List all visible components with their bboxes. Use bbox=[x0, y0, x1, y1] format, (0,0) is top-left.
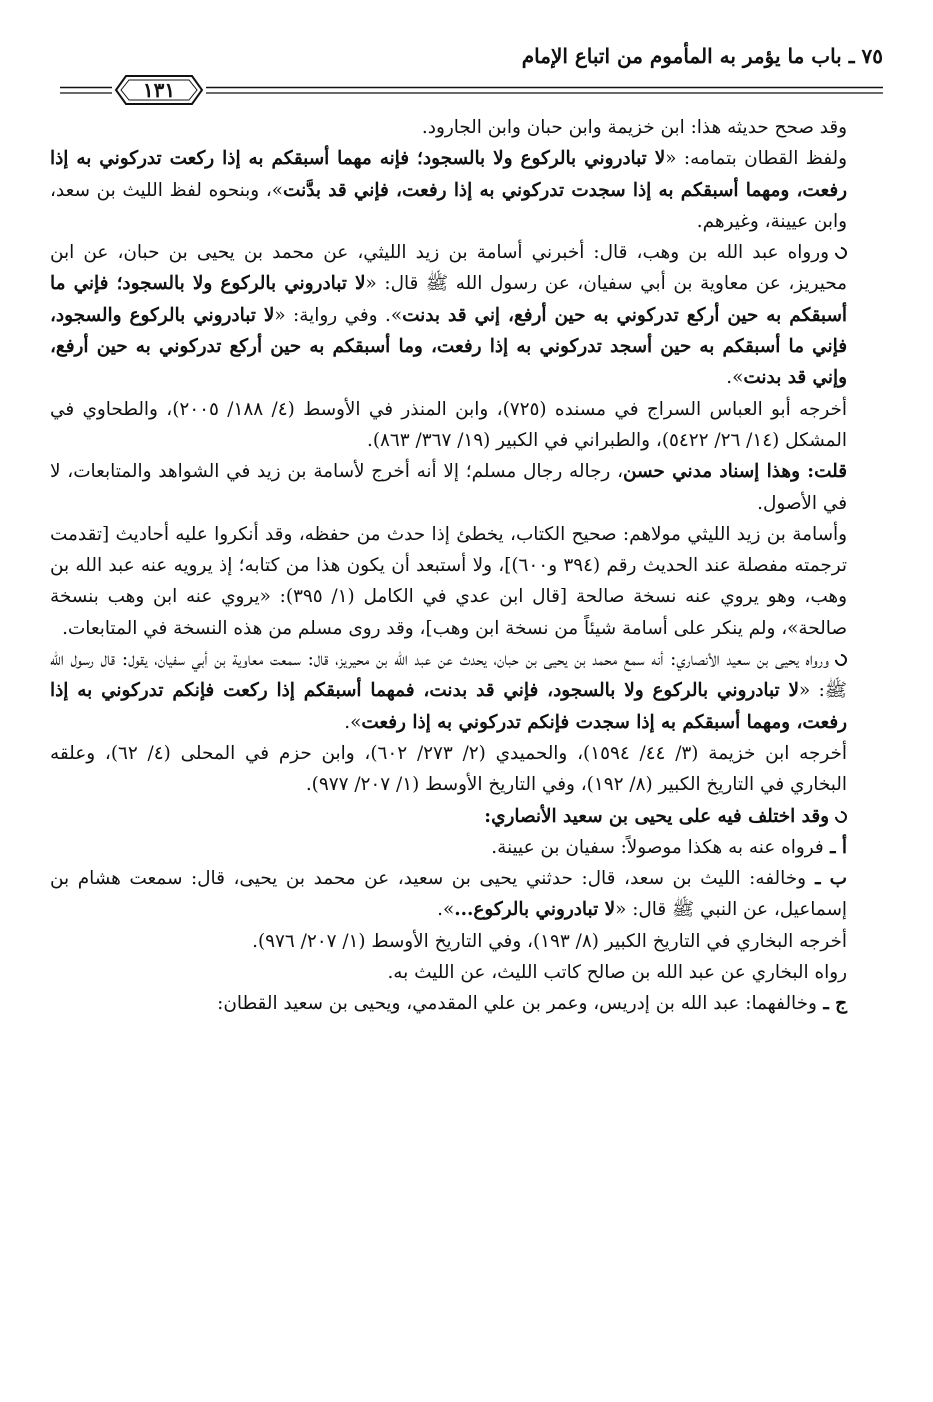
bold-text: لا تبادروني بالركوع... bbox=[454, 899, 616, 921]
paragraph bbox=[50, 957, 883, 988]
page-body bbox=[50, 112, 883, 1020]
paragraph bbox=[50, 143, 883, 237]
paragraph bbox=[50, 738, 883, 801]
text-segment: أخرجه البخاري في التاريخ الكبير (٨/ ١٩٣)، وفي التاريخ الأوسط (١/ ٢٠٧/ ٩٧٦). bbox=[252, 930, 847, 952]
bold-text: قلت: وهذا إسناد مدني حسن bbox=[623, 461, 848, 483]
paragraph bbox=[50, 237, 883, 393]
text-segment: ». bbox=[726, 367, 744, 389]
bold-text: لا تبادروني بالركوع والسجود، فإني ما أسبقكم به حين أسجد تدركوني به إذا رفعت، وما أسبقكم به حين أركع تدركوني به حين أرفع، وإني قد بدنت bbox=[50, 304, 847, 389]
text-segment: ولفظ القطان بتمامه: « bbox=[665, 148, 847, 170]
bold-text: وقد اختلف فيه على يحيى بن سعيد الأنصاري: bbox=[484, 805, 829, 827]
text-segment: ». bbox=[437, 899, 455, 921]
text-segment: ». وفي رواية: « bbox=[274, 304, 403, 326]
text-segment: أخرجه ابن خزيمة (٣/ ٤٤/ ١٥٩٤)، والحميدي (٢/ ٢٧٣/ ٦٠٢)، وابن حزم في المحلى (٤/ ٦٢)، وعلقه البخاري في التاريخ الكبير (٨/ ١٩٢)، وفي التاريخ الأوسط (١/ ٢٠٧/ ٩٧٧). bbox=[50, 742, 847, 796]
bold-text: لا تبادروني بالركوع ولا بالسجود؛ فإني ما أسبقكم به حين أركع تدركوني به حين أرفع، إني قد بدنت bbox=[50, 273, 847, 326]
paragraph bbox=[50, 644, 883, 738]
paragraph bbox=[50, 988, 883, 1019]
text-segment: فرواه عنه به هكذا موصولاً: سفيان بن عيينة. bbox=[491, 836, 824, 858]
page-number: ١٣١ bbox=[142, 78, 176, 102]
text-segment: رواه البخاري عن عبد الله بن صالح كاتب الليث، عن الليث به. bbox=[387, 962, 847, 984]
bullet-icon bbox=[833, 245, 850, 262]
paragraph bbox=[50, 863, 883, 926]
bold-text: أ ـ bbox=[823, 836, 847, 858]
paragraph bbox=[50, 394, 883, 457]
bold-text: ج ـ bbox=[816, 993, 847, 1015]
bold-text: لا تبادروني بالركوع ولا بالسجود؛ فإنه مهما أسبقكم به إذا ركعت تدركوني به إذا رفعت، ومهما أسبقكم به إذا سجدت تدركوني به إذا رفعت، فإني قد بدَّنت bbox=[50, 148, 848, 201]
text-segment: ورواه يحيى بن سعيد الأنصاري: أنه سمع محمد بن يحيى بن حبان، يحدث عن عبد الله بن محيريز، قال: سمعت معاوية بن أبي سفيان، يقول: قال رسول الله ﷺ: « bbox=[50, 649, 847, 702]
paragraph bbox=[50, 456, 883, 519]
text-segment: ، رجاله رجال مسلم؛ إلا أنه أخرج لأسامة بن زيد في الشواهد والمتابعات، لا في الأصول. bbox=[50, 461, 847, 514]
paragraph bbox=[50, 926, 883, 957]
text-segment: أخرجه أبو العباس السراج في مسنده (٧٢٥)، وابن المنذر في الأوسط (٤/ ١٨٨/ ٢٠٠٥)، والطحاوي في المشكل (١٤/ ٢٦/ ٥٤٢٢)، والطبراني في الكبير (١٩/ ٣٦٧/ ٨٦٣). bbox=[50, 398, 848, 451]
bold-text: لا تبادروني بالركوع ولا بالسجود، فإني قد بدنت، فمهما أسبقكم إذا ركعت فإنكم تدركوني به إذا رفعت، ومهما أسبقكم به إذا سجدت فإنكم تدركوني به إذا رفعت bbox=[50, 680, 847, 733]
text-segment: ورواه عبد الله بن وهب، قال: أخبرني أسامة بن زيد الليثي، عن محمد بن يحيى بن حبان، عن ابن محيريز، عن معاوية بن أبي سفيان، عن رسول الله ﷺ قال: « bbox=[50, 242, 847, 295]
chapter-title: ٧٥ ـ باب ما يؤمر به المأموم من اتباع الإمام bbox=[521, 44, 883, 68]
text-segment: »، وبنحوه لفظ الليث بن سعد، وابن عيينة، وغيرهم. bbox=[50, 179, 847, 232]
page-header bbox=[60, 30, 883, 110]
bullet-icon bbox=[833, 808, 850, 825]
bullet-icon bbox=[833, 652, 850, 669]
text-segment: وقد صحح حديثه هذا: ابن خزيمة وابن حبان وابن الجارود. bbox=[421, 117, 847, 138]
paragraph bbox=[50, 832, 883, 863]
paragraph bbox=[50, 112, 883, 143]
text-segment: ». bbox=[344, 711, 362, 733]
paragraph bbox=[50, 519, 883, 644]
text-segment: وخالفه: الليث بن سعد، قال: حدثني يحيى بن سعيد، عن محمد بن يحيى، قال: سمعت هشام بن إسماعيل، عن النبي ﷺ قال: « bbox=[50, 868, 847, 921]
paragraph bbox=[50, 801, 883, 832]
text-segment: وأسامة بن زيد الليثي مولاهم: صحيح الكتاب، يخطئ إذا حدث من حفظه، وقد أنكروا عليه أحاديث [تقدمت ترجمته مفصلة عند الحديث رقم (٣٩٤ و٦٠٠)]، ولا أستبعد أن يكون هذا من كتابه؛ إذ يرويه عنه عبد الله بن وهب، وهو يروي عنه نسخة صالحة [قال ابن عدي في الكامل (١/ ٣٩٥): «يروي عنه ابن وهب بنسخة صالحة»، ولم ينكر على أسامة شيئاً من نسخة ابن وهب]، وقد روى مسلم من هذه النسخة في المتابعات. bbox=[50, 523, 848, 639]
bold-text: ب ـ bbox=[806, 868, 847, 890]
text-segment: وخالفهما: عبد الله بن إدريس، وعمر بن علي المقدمي، ويحيى بن سعيد القطان: bbox=[217, 993, 817, 1015]
